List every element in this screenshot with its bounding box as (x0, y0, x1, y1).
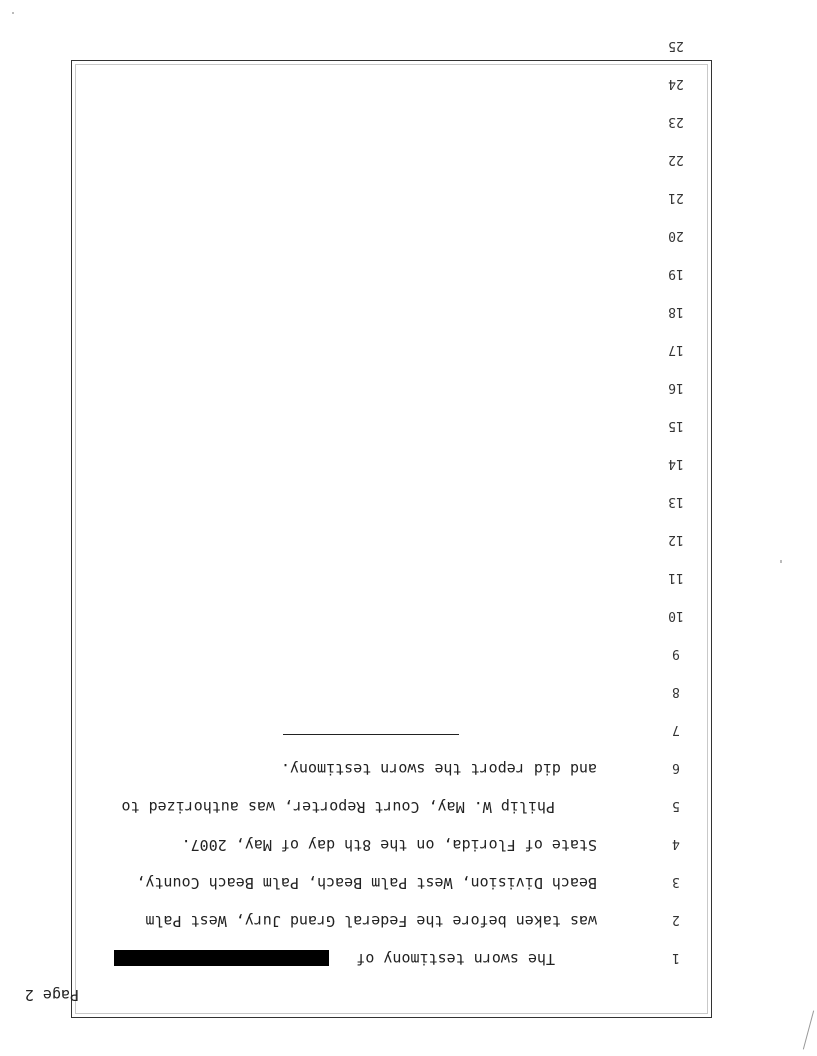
line-number: 8 (672, 684, 680, 699)
line-number: 24 (668, 76, 684, 91)
testimony-line-3: Beach Division, West Palm Beach, Palm Beach County, (136, 874, 597, 892)
line-number: 19 (668, 266, 684, 281)
line-number: 7 (672, 722, 680, 737)
line-number: 23 (668, 114, 684, 129)
line-number: 15 (668, 418, 684, 433)
testimony-line-4: State of Florida, on the 8th day of May, 2007. (181, 836, 597, 854)
scan-speck (780, 560, 782, 563)
line-number: 13 (668, 494, 684, 509)
line-number: 4 (672, 836, 680, 851)
line-number: 22 (668, 152, 684, 167)
line-number: 17 (668, 342, 684, 357)
line-number: 2 (672, 912, 680, 927)
line-number: 18 (668, 304, 684, 319)
testimony-line-6: and did report the sworn testimony. (280, 760, 597, 778)
line-number: 21 (668, 190, 684, 205)
line-number: 12 (668, 532, 684, 547)
line-number: 14 (668, 456, 684, 471)
line-number: 1 (672, 950, 680, 965)
blank-line (283, 734, 459, 735)
line-number: 25 (668, 38, 684, 53)
line-number: 3 (672, 874, 680, 889)
line-number: 9 (672, 646, 680, 661)
scan-speck (12, 12, 14, 14)
line-number: 16 (668, 380, 684, 395)
line-number: 5 (672, 798, 680, 813)
line-number: 20 (668, 228, 684, 243)
line-number: 10 (668, 608, 684, 623)
testimony-line-1: The sworn testimony of (356, 950, 555, 968)
testimony-line-2: was taken before the Federal Grand Jury, West Palm (145, 912, 597, 930)
testimony-line-5: Philip W. May, Court Reporter, was authorized to (121, 798, 555, 816)
page-number: Page 2 (24, 986, 79, 1004)
redaction-bar (114, 950, 329, 966)
line-number: 11 (668, 570, 684, 585)
line-number: 6 (672, 760, 680, 775)
